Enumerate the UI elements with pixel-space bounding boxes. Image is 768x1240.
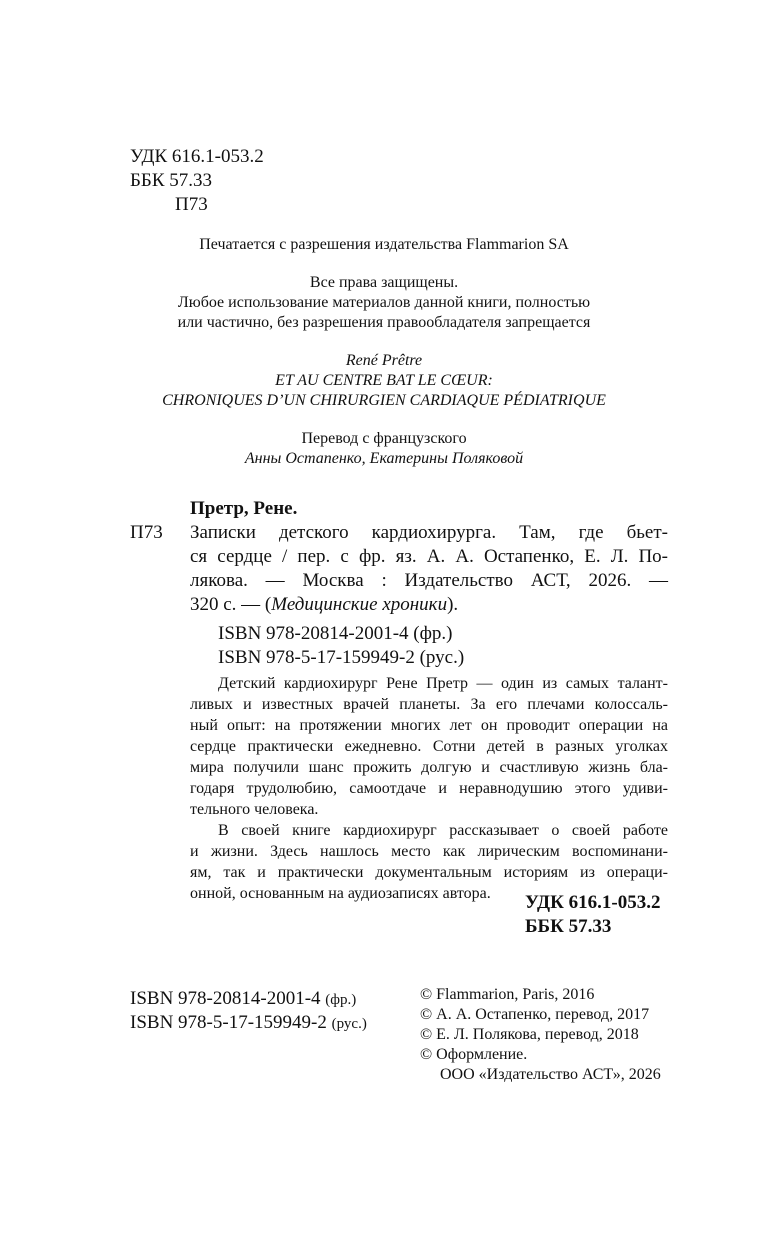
card-sign: П73 (130, 522, 163, 543)
card-line-1: Записки детского кардиохирурга. Там, где бьет- (190, 522, 668, 543)
annotation-p1-line-6: годаря трудолюбию, самоотдаче и неравнодушию этого удиви- (190, 780, 668, 797)
card-description (190, 521, 668, 617)
annotation-udk: УДК 616.1-053.2 (525, 892, 661, 913)
card-pages: 320 с. — ( (190, 594, 272, 615)
bbk-code: ББК 57.33 (130, 170, 212, 191)
copyright-publisher: ООО «Издательство АСТ», 2026 (440, 1066, 661, 1083)
annotation-p1-line-1: Детский кардиохирург Рене Претр — один из самых талант- (218, 675, 668, 692)
card-line-2: ся сердце / пер. с фр. яз. А. А. Остапенко, Е. Л. По- (190, 546, 668, 567)
original-title-line-1: ET AU CENTRE BAT LE CŒUR: (275, 372, 493, 389)
rights-line-2: Любое использование материалов данной книги, полностью (177, 294, 591, 311)
udk-code: УДК 616.1-053.2 (130, 146, 264, 167)
annotation-p2-line-2: и жизни. Здесь нашлось место как лирическим воспоминани- (190, 843, 668, 860)
annotation-p1-line-5: мира получили шанс прожить долгую и счастливую жизнь бла- (190, 759, 668, 776)
annotation-bbk: ББК 57.33 (525, 916, 612, 937)
card-heading: Претр, Рене. (190, 498, 298, 519)
card-close: ). (447, 594, 459, 615)
footer-isbn-fr (130, 987, 356, 1011)
footer-isbn-fr-lang: (фр.) (325, 992, 357, 1008)
annotation-p1-line-2: ливых и известных врачей планеты. За его плечами колоссаль- (190, 696, 668, 713)
copyright-flammarion: © Flammarion, Paris, 2016 (420, 986, 595, 1003)
footer-isbn-ru (130, 1011, 367, 1035)
annotation-p1-line-3: ный опыт: на протяжении многих лет он проводит операции на (190, 717, 668, 734)
card-isbn-fr: ISBN 978-20814-2001-4 (фр.) (218, 623, 453, 644)
copyright-ostapenko: © А. А. Остапенко, перевод, 2017 (420, 1006, 650, 1023)
footer-isbn-fr-number: ISBN 978-20814-2001-4 (130, 988, 321, 1009)
footer-isbn-ru-number: ISBN 978-5-17-159949-2 (130, 1012, 327, 1033)
original-author: René Prêtre (345, 352, 423, 369)
rights-line-1: Все права защищены. (309, 274, 459, 291)
copyright-polyakova: © Е. Л. Полякова, перевод, 2018 (420, 1026, 639, 1043)
card-isbn-ru: ISBN 978-5-17-159949-2 (рус.) (218, 647, 465, 668)
annotation-p1-line-7: тельного человека. (190, 801, 319, 818)
annotation-p2-line-3: ям, так и практически документальным историям из операци- (190, 864, 668, 881)
annotation (190, 674, 668, 905)
annotation-p2-line-4: онной, основанным на аудиозаписях автора. (190, 885, 491, 902)
footer-isbn-ru-lang: (рус.) (331, 1016, 367, 1032)
permission-note: Печатается с разрешения издательства Flammarion SA (199, 236, 569, 253)
copyright-design: © Оформление. (420, 1046, 528, 1063)
rights-line-3: или частично, без разрешения правообладателя запрещается (177, 314, 591, 331)
translation-label: Перевод с французского (301, 430, 467, 447)
annotation-p2-line-1: В своей книге кардиохирург рассказывает о своей работе (218, 822, 668, 839)
card-line-4 (190, 593, 668, 617)
card-line-3: лякова. — Москва : Издательство АСТ, 2026. — (190, 570, 668, 591)
card-series: Медицинские хроники (271, 594, 448, 615)
author-sign: П73 (175, 194, 208, 215)
annotation-p1-line-4: сердце практически ежедневно. Сотни детей в разных уголках (190, 738, 668, 755)
translators: Анны Остапенко, Екатерины Поляковой (244, 450, 524, 467)
original-title-line-2: CHRONIQUES D’UN CHIRURGIEN CARDIAQUE PÉDIATRIQUE (162, 392, 606, 409)
